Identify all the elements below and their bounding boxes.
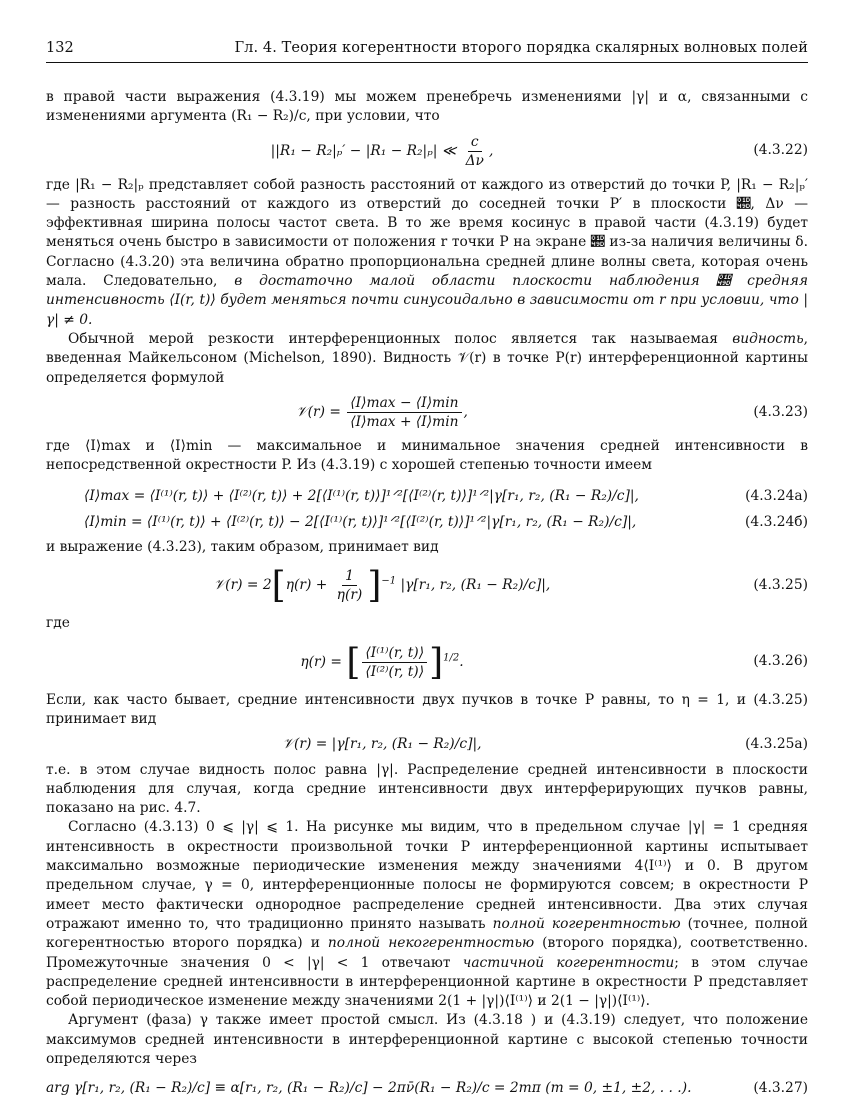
fraction-denominator: ⟨I⟩max + ⟨I⟩min: [350, 413, 459, 430]
paragraph-text: , введенная Майкельсоном (Michelson, 1890). Видность 𝒱(r) в точке P(r) интерференционной картины определяется формулой: [46, 330, 808, 386]
equation-lhs: ||R₁ − R₂|ₚ′ − |R₁ − R₂|ₚ| ≪: [270, 142, 461, 159]
paragraph-text: (точнее, полной когерентностью второго порядка) и: [46, 915, 809, 952]
equation-lhs: η(r) =: [300, 653, 347, 670]
equation-body: 𝒱(r) = |γ[r₁, r₂, (R₁ − R₂)/c]|,: [282, 736, 482, 753]
fraction-denominator: Δν: [465, 152, 484, 169]
running-title: Гл. 4. Теория когерентности второго порядка скалярных волновых полей: [234, 40, 808, 56]
equation-number: (4.3.25): [753, 577, 808, 594]
equation-tail: .: [459, 653, 464, 670]
paragraph-text: где |R₁ − R₂|ₚ представляет собой разность расстояний от каждого из отверстий до точки P, |R₁ − R₂|ₚ′ — разность расстояний от каждого из отверстий до соседней точки P′ в плоскости 𝒝, Δν — эффективная ширина полосы частот света. В то же время косинус в правой части (4.3.19) будет меняться очень быстро в зависимости от положения r точки P на экране 𝒝 из-за наличия величины δ. Согласно (4.3.20) эта величина обратно пропорциональна средней длине волны света, которая очень мала. Следовательно,: [46, 176, 808, 290]
equation-number: (4.3.23): [753, 403, 808, 420]
term-full-coherence: полной когерентностью: [492, 915, 681, 932]
equation-exponent: 1/2: [443, 652, 460, 664]
paragraph: где: [46, 615, 70, 632]
equation-body: arg γ[r₁, r₂, (R₁ − R₂)/c] ≡ α[r₁, r₂, (R₁ − R₂)/c] − 2πν̄(R₁ − R₂)/c = 2mπ (m = 0, ±1, ±2, . . .).: [46, 1080, 692, 1097]
fraction-numerator: c: [468, 133, 482, 152]
paragraph: и выражение (4.3.23), таким образом, принимает вид: [46, 539, 439, 556]
equation-lhs: 𝒱(r) = 2: [213, 577, 272, 594]
equation-4-3-26: η(r) = [ $\frac{\text{⟨I⁽¹⁾(r, t)⟩}}{\text{⟨I⁽²⁾(r, t)⟩}}$ ]$^{1/2}$. (4.3.26): [300, 641, 808, 683]
equation-4-3-22: [46, 133, 808, 170]
fraction-denominator: ⟨I⁽²⁾(r, t)⟩: [365, 663, 425, 680]
term-full-incoherence: полной некогерентностью: [327, 935, 535, 952]
paragraph: Если, как часто бывает, средние интенсивности двух пучков в точке P равны, то η = 1, и (4.3.25) принимает вид: [46, 691, 808, 727]
equation-inner: η(r) +: [285, 577, 332, 594]
paragraph: [46, 176, 808, 330]
fraction-numerator: ⟨I⟩max − ⟨I⟩min: [347, 394, 461, 413]
term-partial-coherence: частичной когерентности: [462, 954, 675, 971]
equation-number: (4.3.27): [753, 1080, 808, 1097]
paragraph: [46, 330, 808, 388]
term-visibility: видность: [732, 330, 804, 347]
running-header: [46, 40, 808, 63]
equation-4-3-25: 𝒱(r) = 2[η(r) + $\frac{1}{\eta(r)}$ ]$^{-1}$ |γ[r₁, r₂, (R₁ − R₂)/c]|, (4.3.25): [213, 565, 808, 607]
equation-4-3-24b: [46, 513, 808, 532]
paragraph: в правой части выражения (4.3.19) мы можем пренебречь изменениями |γ| и α, связанными с изменениями аргумента (R₁ − R₂)/c, при условии, что: [46, 89, 808, 125]
page: [46, 40, 808, 1109]
equation-exponent: −1: [381, 575, 397, 587]
equation-number: (4.3.26): [753, 653, 808, 670]
equation-number: (4.3.25а): [745, 736, 808, 753]
emphasis-text: в достаточно малой области плоскости наблюдения 𝒝 средняя интенсивность ⟨I(r, t)⟩ будет меняться почти синусоидально в зависимости от r при условии, что |γ| ≠ 0.: [46, 273, 808, 328]
paragraph-text: (второго порядка), соответственно. Промежуточные значения 0 < |γ| < 1 отвечают: [46, 935, 809, 971]
equation-tail: ,: [488, 142, 494, 159]
paragraph: Аргумент (фаза) γ также имеет простой смысл. Из (4.3.18 ) и (4.3.19) следует, что положение максимумов средней интенсивности в интерференционной картине с высокой степенью точности определяются через: [46, 1012, 808, 1067]
paragraph: т.е. в этом случае видность полос равна |γ|. Распределение средней интенсивности в плоскости наблюдения для случая, когда средние интенсивности двух интерферирующих пучков равны, показано на рис. 4.7.: [46, 761, 808, 817]
page-body: [46, 88, 808, 1099]
page-number: 132: [46, 40, 74, 56]
equation-4-3-23: [46, 394, 808, 431]
equation-4-3-27: [46, 1079, 808, 1098]
fraction-numerator: 1: [342, 567, 357, 586]
equation-tail: ,: [463, 403, 468, 420]
fraction-denominator: η(r): [336, 587, 363, 604]
equation-number: (4.3.24а): [745, 488, 808, 505]
equation-number: (4.3.22): [753, 142, 808, 159]
paragraph-text: ; в этом случае распределение средней интенсивности в интерференционной картине в окрестности P представляет собой периодическое изменение между значениями 2(1 + |γ|)⟨I⁽¹⁾⟩ и 2(1 − |γ|)⟨I⁽¹⁾⟩.: [46, 954, 808, 1010]
fraction-numerator: ⟨I⁽¹⁾(r, t)⟩: [362, 644, 427, 663]
equation-4-3-24a: [46, 487, 808, 506]
equation-4-3-25a: [46, 735, 808, 754]
paragraph: где ⟨I⟩max и ⟨I⟩min — максимальное и минимальное значения средней интенсивности в непосредственной окрестности P. Из (4.3.19) с хорошей степенью точности имеем: [46, 437, 808, 474]
equation-lhs: 𝒱(r) =: [296, 403, 346, 420]
equation-tail: |γ[r₁, r₂, (R₁ − R₂)/c]|,: [400, 577, 551, 594]
equation-number: (4.3.24б): [745, 513, 808, 530]
paragraph-text: Обычной мерой резкости интерференционных полос является так называемая: [68, 330, 733, 347]
equation-body: ⟨I⟩max = ⟨I⁽¹⁾(r, t)⟩ + ⟨I⁽²⁾(r, t)⟩ + 2[⟨I⁽¹⁾(r, t)⟩]¹ᐟ²[⟨I⁽²⁾(r, t)⟩]¹ᐟ²|γ[r₁, r₂, (R₁ − R₂)/c]|,: [84, 488, 639, 505]
paragraph: [46, 818, 808, 1011]
equation-body: ⟨I⟩min = ⟨I⁽¹⁾(r, t)⟩ + ⟨I⁽²⁾(r, t)⟩ − 2[⟨I⁽¹⁾(r, t)⟩]¹ᐟ²[⟨I⁽²⁾(r, t)⟩]¹ᐟ²|γ[r₁, r₂, (R₁ − R₂)/c]|,: [84, 513, 637, 530]
paragraph-text: Согласно (4.3.13) 0 ⩽ |γ| ⩽ 1. На рисунке мы видим, что в предельном случае |γ| = 1 средняя интенсивность в окрестности произвольной точки P интерференционной картины испытывает максимально возможные периодические изменения между значениями 4⟨I⁽¹⁾⟩ и 0. В другом предельном случае, γ = 0, интерференционные полосы не формируются совсем; в окрестности P имеет место фактически однородное распределение средней интенсивности. Два этих случая отражают именно то, что традиционно принято называть: [46, 819, 808, 932]
